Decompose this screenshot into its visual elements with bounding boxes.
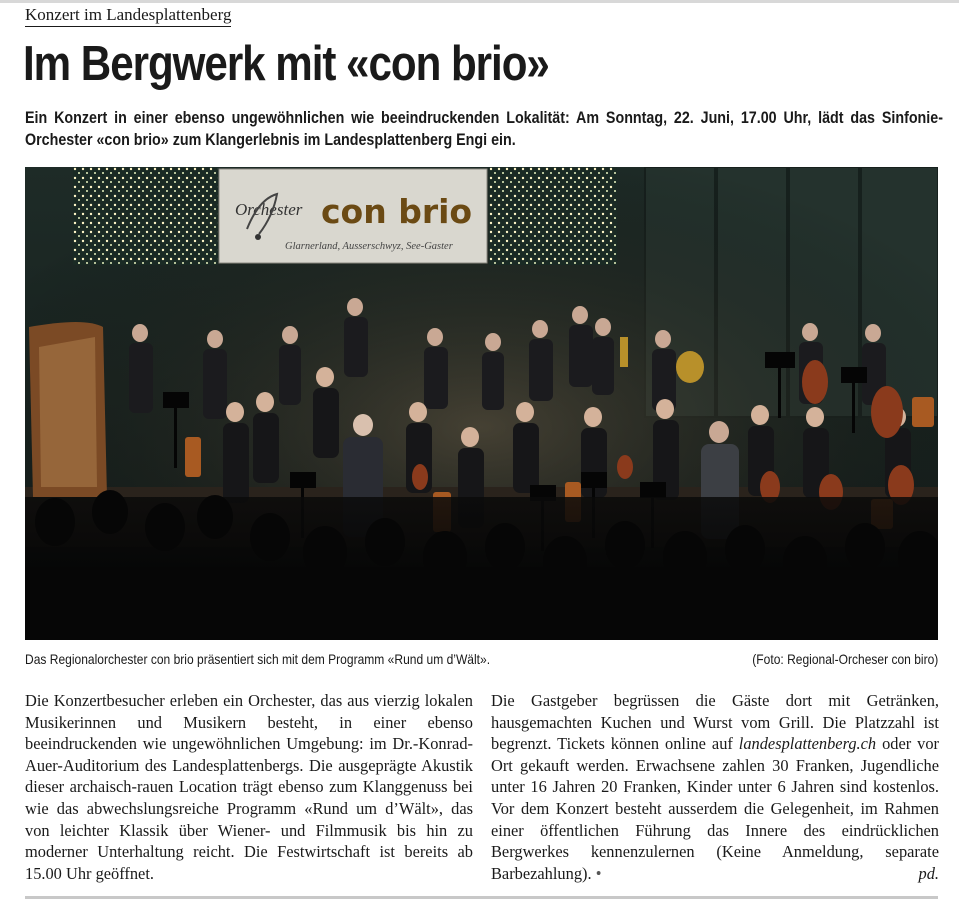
article-headline: Im Bergwerk mit «con brio» xyxy=(23,37,549,91)
harp xyxy=(29,322,107,497)
author-initials: pd. xyxy=(918,863,939,883)
banner-line3: Glarnerland, Ausserschwyz, See-Gaster xyxy=(285,241,453,252)
body-right-part1: Die Gastgeber begrüssen die Gäste dort mit Getränken, hausgemachten Kuchen und Wurst vom Grill. Die Platzzahl ist begrenzt. Tickets können online auf xyxy=(491,691,939,754)
photo-caption-row xyxy=(25,651,938,671)
body-column-left xyxy=(25,690,473,884)
website-link[interactable]: landesplattenberg.ch xyxy=(738,734,877,754)
banner-line2: con brio xyxy=(321,192,473,231)
concert-photo-illustration xyxy=(25,167,938,640)
article-photo xyxy=(25,167,938,640)
end-mark: • xyxy=(595,863,602,883)
bottom-rule xyxy=(25,896,938,899)
fairy-lights-right xyxy=(489,167,617,265)
photo-credit: (Foto: Regional-Orcheser con biro) xyxy=(751,651,938,667)
photo-caption: Das Regionalorchester con brio präsentiert sich mit dem Programm «Rund um d’Wält». xyxy=(25,651,491,667)
orchestra-banner xyxy=(219,169,487,263)
banner-line1: Orchester xyxy=(235,200,303,219)
top-rule xyxy=(0,0,959,3)
body-column-right xyxy=(491,690,939,884)
article-lead: Ein Konzert in einer ebenso ungewöhnlichen wie beeindruckenden Lokalität: Am Sonntag, 22. Juni, 17.00 Uhr, lädt das Sinfonie-Orchester «con brio» zum Klangerlebnis im Landesplattenberg Engi ein. xyxy=(25,109,943,149)
body-right-part2: oder vor Ort gekauft werden. Erwachsene zahlen 30 Franken, Jugendliche unter 16 Jahren 20 Franken, Kinder unter 6 Jahren sind kostenlos. Vor dem Konzert besteht ausserdem die Gelegenheit, im Rahmen einer öffentlichen Führung das Innere des eindrücklichen Bergwerkes kennenzulernen (Keine Anmeldung, separate Barbezahlung). xyxy=(491,734,939,883)
body-paragraph-right xyxy=(491,690,939,884)
body-paragraph-left: Die Konzertbesucher erleben ein Orchester, das aus vierzig lokalen Musikerinnen und Musikern besteht, in einer ebenso beeindruckenden wie ungewöhnlichen Umgebung: im Dr.-Konrad-Auer-Auditorium des Landesplattenbergs. Die ausgeprägte Akustik dieser archaisch-rauen Location trägt ebenso zum Klanggenuss bei wie das abwechslungsreiche Programm «Rund um d’Wält», das von leichter Klassik über Wiener- und Filmmusik bis hin zu moderner Unterhaltung reicht. Die Festwirtschaft ist bereits ab 15.00 Uhr geöffnet. xyxy=(25,691,473,883)
article-kicker: Konzert im Landesplattenberg xyxy=(25,5,231,27)
fairy-lights-left xyxy=(73,167,218,265)
